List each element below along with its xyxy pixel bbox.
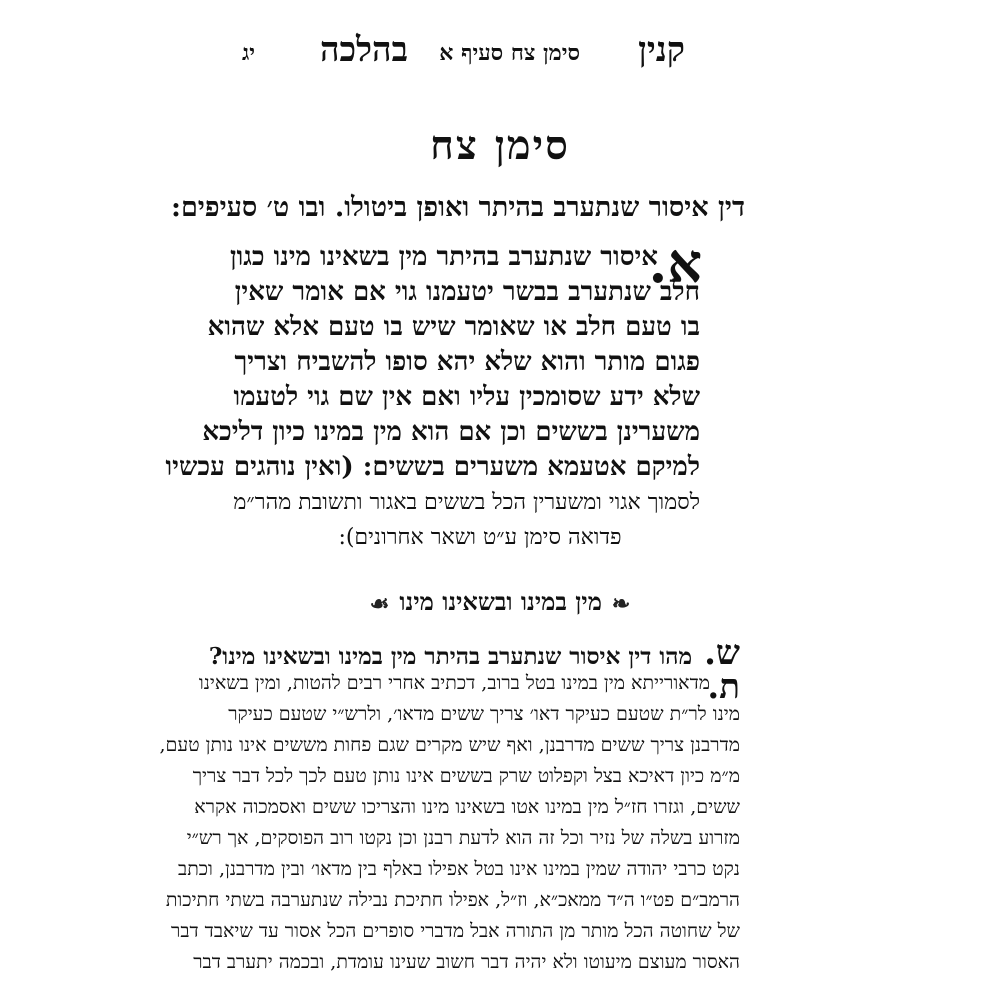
seif-line: פגום מותר והוא שלא יהא סופו להשביח וצריך <box>234 347 700 377</box>
seif-letter: א. <box>648 231 702 295</box>
gloss-line: לסמוך אגוי ומשערין הכל בששים באגור ותשובת מהר״מ <box>233 490 700 515</box>
seif-line: משערינן בששים וכן אם הוא מין במינו כיון דליכא <box>202 417 700 447</box>
ornament-icon: ☙ <box>369 590 390 617</box>
seif-line: חלב שנתערב בבשר יטעמנו גוי אם אומר שאין <box>234 277 700 307</box>
answer-line: האסור מעוצם מיעוטו ולא יהיה דבר חשוב שעינו עומדת, ובכמה יתערב דבר <box>193 951 740 973</box>
question-letter: ש. <box>704 633 740 673</box>
answer-line: של שחוטה הכל מותר מן התורה אבל מדברי סופרים הכל אסור עד שיאבד דבר <box>171 920 740 942</box>
answer-line: מזרוע בשלה של נזיר וכל זה הוא לדעת רבנן וכן נקטו רוב הפוסקים, אך רש״י <box>186 827 740 849</box>
running-header <box>0 30 1000 80</box>
answer-line: הרמב״ם פט״ו ה״ד ממאכ״א, וז״ל, אפילו חתיכת נבילה שנתערבה בשתי חתיכות <box>165 889 740 911</box>
section-heading-text: מין במינו ובשאינו מינו <box>399 587 602 616</box>
seif-line: איסור שנתערב בהיתר מין בשאינו מינו כגון <box>229 242 658 272</box>
answer-paragraph <box>159 667 740 978</box>
answer-letter: ת. <box>707 667 740 707</box>
question-text: מהו דין איסור שנתערב בהיתר מין במינו ובשאינו מינו? <box>208 643 693 670</box>
gloss-line: פדואה סימן ע״ט ושאר אחרונים): <box>338 525 622 550</box>
siman-title: סימן צח <box>430 122 570 169</box>
header-siman-seif: סימן צח סעיף א <box>439 40 580 66</box>
answer-line: מינו לר״ת שטעם כעיקר דאו׳ צריך ששים מדאו׳, ולרש״י שטעם כעיקר <box>228 703 740 725</box>
ornament-icon: ❧ <box>611 590 631 617</box>
answer-line: מדרבנן צריך ששים מדרבנן, ואף שיש מקרים שגם פחות מששים אינו נותן טעם, <box>159 734 740 756</box>
answer-line: נקט כרבי יהודה שמין במינו אינו בטל אפילו באלף בין מדאו׳ ובין מדרבנן, וכתב <box>178 858 740 880</box>
page-number: יג <box>241 40 255 66</box>
answer-line: מ״מ כיון דאיכא בצל וקפלוט שרק בששים אינו נותן טעם לכך לכל דבר צריך <box>192 765 740 787</box>
answer-line: מדאורייתא מין במינו בטל ברוב, דכתיב אחרי רבים להטות, ומין בשאינו <box>198 672 710 694</box>
question-row <box>208 633 740 673</box>
answer-line: ששים, וגזרו חז״ל מין במינו אטו בשאינו מינו והצריכו ששים ואסמכוה אקרא <box>194 796 740 818</box>
section-heading <box>0 587 1000 617</box>
header-brand-kinyan: קנין <box>638 30 685 70</box>
seif-line: למיקם אטעמא משערים בששים: (ואין נוהגים עכשיו <box>165 452 700 482</box>
seif-line: שלא ידע שסומכין עליו ואם אין שם גוי לטעמו <box>233 382 700 412</box>
siman-subtitle: דין איסור שנתערב בהיתר ואופן ביטולו. ובו ט׳ סעיפים: <box>170 192 745 223</box>
seif-paragraph <box>165 231 702 555</box>
header-brand-behalacha: בהלכה <box>319 30 408 70</box>
seif-line: בו טעם חלב או שאומר שיש בו טעם אלא שהוא <box>207 312 700 342</box>
